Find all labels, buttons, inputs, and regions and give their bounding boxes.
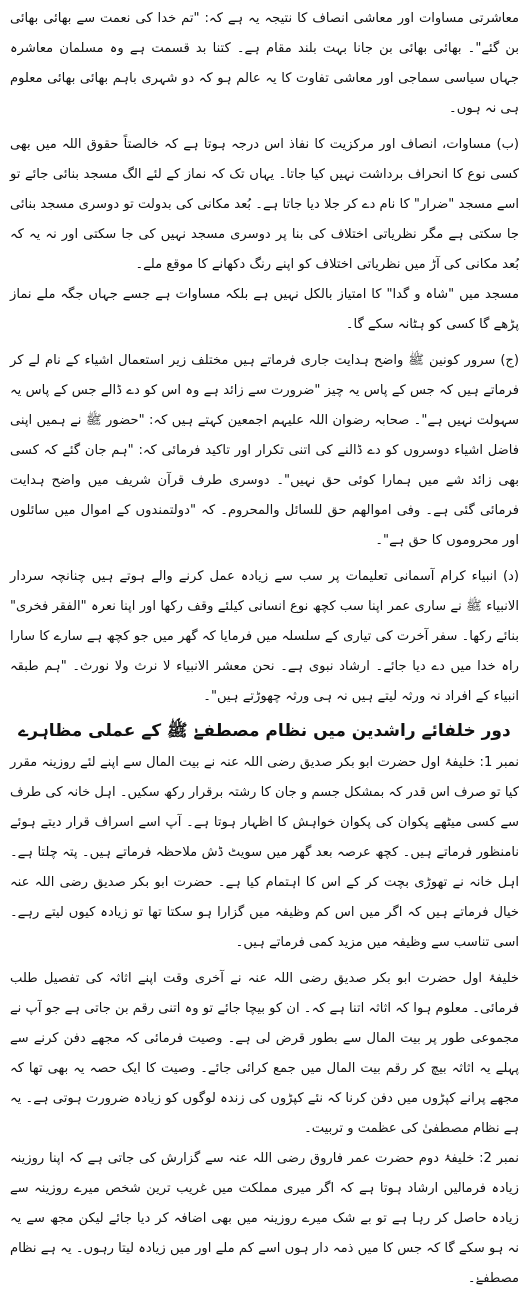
paragraph-b-equality-mosque: (ب) مساوات، انصاف اور مرکزیت کا نفاذ اس درجہ ہوتا ہے کہ خالصتاً حقوق اللہ میں بھی کسی نوع کا انحراف برداشت نہیں کیا جاتا۔ یہاں تک کہ نماز کے لئے الگ مسجد بنائی جائے تو اسے مسجد "ضرار" کا نام دے کر جلا دیا جاتا ہے۔ بُعد مکانی کی بدولت تو دوسری مسجد بنائی جا سکتی ہے مگر نظریاتی اختلاف کی بنا پر دوسری مسجد نہیں کی جا سکتی اور نہ یہ کہ بُعد مکانی کی آڑ میں نظریاتی اختلاف کو اپنے رنگ دکھانے کا موقع ملے۔ xyxy=(10,137,519,272)
paragraph-abu-bakr-will: خلیفۂ اول حضرت ابو بکر صدیق رضی اللہ عنہ نے آخری وقت اپنے اثاثہ کی تفصیل طلب فرمائی۔ معلوم ہوا کہ اثاثہ اتنا ہے کہ۔ ان کو بیچا جائے تو وہ اتنی رقم بن جاتی ہے جو آپ نے مجموعی طور پر بیت المال سے بطور قرض لی ہے۔ وصیت فرمائی کہ مجھے دفن کرنے سے پہلے یہ اثاثہ بیچ کر رقم بیت المال میں جمع کرائی جائے۔ وصیت کا ایک حصہ یہ بھی تھا کہ مجھے پرانے کپڑوں میں دفن کرنا کہ نئے کپڑوں کی زندہ لوگوں کو زیادہ ضرورت ہوتی ہے۔ یہ ہے نظام مصطفیٰ کی عظمت و تربیت۔ xyxy=(10,971,519,1136)
paragraph-c-surplus: (ج) سرور کونین ﷺ واضح ہدایت جاری فرماتے ہیں مختلف زیر استعمال اشیاء کے نام لے کر فرماتے ہیں کہ جس کے پاس یہ چیز "ضرورت سے زائد ہے وہ اس کو دے ڈالے جس کے پاس یہ سہولت نہیں ہے"۔ صحابہ رضوان اللہ علیہم اجمعین کہتے ہیں کہ: "حضور ﷺ نے ہمیں اپنی فاضل اشیاء دوسروں کو دے ڈالنے کی اتنی تکرار اور تاکید فرمائی کہ: "ہم جان گئے کہ کسی بھی زائد شے میں ہمارا کوئی حق نہیں"۔ دوسری طرف قرآن شریف میں واضح ہدایت فرمائی گئی ہے۔ وفی اموالھم حق للسائل والمحروم۔ کہ "دولتمندوں کے اموال میں سائلوں اور محروموں کا حق ہے"۔ xyxy=(10,353,519,548)
section-heading: دور خلفائے راشدین میں نظام مصطفےٰ ﷺ کے عملی مظاہرے xyxy=(18,721,511,741)
paragraph-d-prophets: (د) انبیاء کرام آسمانی تعلیمات پر سب سے زیادہ عمل کرنے والے ہوتے ہیں چنانچہ سردار الانبیاء ﷺ نے ساری عمر اپنا سب کچھ نوع انسانی کیلئے وقف رکھا اور اپنا نعرہ "الفقر فخری" بنائے رکھا۔ سفر آخرت کی تیاری کے سلسلہ میں فرمایا کہ گھر میں جو کچھ ہے سارے کا سارا راہ خدا میں دے دیا جائے۔ ارشاد نبوی ہے۔ نحن معشر الانبیاء لا نرث ولا نورث۔ "ہم طبقہ انبیاء کے افراد نہ ورثہ لیتے ہیں نہ ہی ورثہ چھوڑتے ہیں"۔ xyxy=(10,569,519,704)
paragraph-no1-abu-bakr: نمبر 1: خلیفۂ اول حضرت ابو بکر صدیق رضی اللہ عنہ نے بیت المال سے اپنے لئے روزینہ مقرر کیا تو صرف اس قدر کہ بمشکل جسم و جان کا رشتہ برقرار رکھ سکیں۔ اہل خانہ کی طرف سے کسی میٹھے پکوان کی پکوان خواہش کا اظہار ہوتا ہے۔ آپ اسے اسراف قرار دیتے ہوئے نامنظور فرماتے ہیں۔ کچھ عرصہ بعد گھر میں سویٹ ڈش ملاحظہ فرماتے ہیں۔ پتہ چلتا ہے۔ اہل خانہ نے تھوڑی بچت کر کے اس کا اہتمام کیا ہے۔ حضرت ابو بکر صدیق رضی اللہ عنہ خیال فرماتے ہیں کہ اگر میں اس کم وظیفہ میں گزارا ہو سکتا تھا تو زیادہ کیوں لیتے رہے۔ اسی تناسب سے وظیفہ میں مزید کمی فرماتے ہیں۔ xyxy=(10,755,519,950)
paragraph-no2-umar: نمبر 2: خلیفۂ دوم حضرت عمر فاروق رضی اللہ عنہ سے گزارش کی جاتی ہے کہ اپنا روزینہ زیادہ فرمالیں ارشاد ہوتا ہے کہ اگر میری مملکت میں غریب ترین شخص میرے روزینہ سے زیادہ حاصل کر رہا ہے تو بے شک میرے روزینہ میں بھی اضافہ کر دیا جائے لیکن مجھ سے یہ نہ ہو سکے گا کہ جس کا میں ذمہ دار ہوں اسے کم ملے اور میں زیادہ لیتا رہوں۔ یہ ہے نظام مصطفےٰ۔ xyxy=(10,1151,519,1286)
paragraph-brotherhood: معاشرتی مساوات اور معاشی انصاف کا نتیجہ یہ ہے کہ: "تم خدا کی نعمت سے بھائی بھائی بن گئے"۔ بھائی بھائی بن جانا بہت بلند مقام ہے۔ کتنا بد قسمت ہے وہ مسلمان معاشرہ جہاں سیاسی سماجی اور معاشی تفاوت کا یہ عالم ہو کہ دو شہری باہم بھائی بھائی معلوم ہی نہ ہوں۔ xyxy=(10,11,519,116)
paragraph-mosque-equality: مسجد میں "شاہ و گدا" کا امتیاز بالکل نہیں ہے بلکہ مساوات ہے جسے جہاں جگہ ملے نماز پڑھے گا کسی کو ہٹانہ سکے گا۔ xyxy=(10,287,519,332)
